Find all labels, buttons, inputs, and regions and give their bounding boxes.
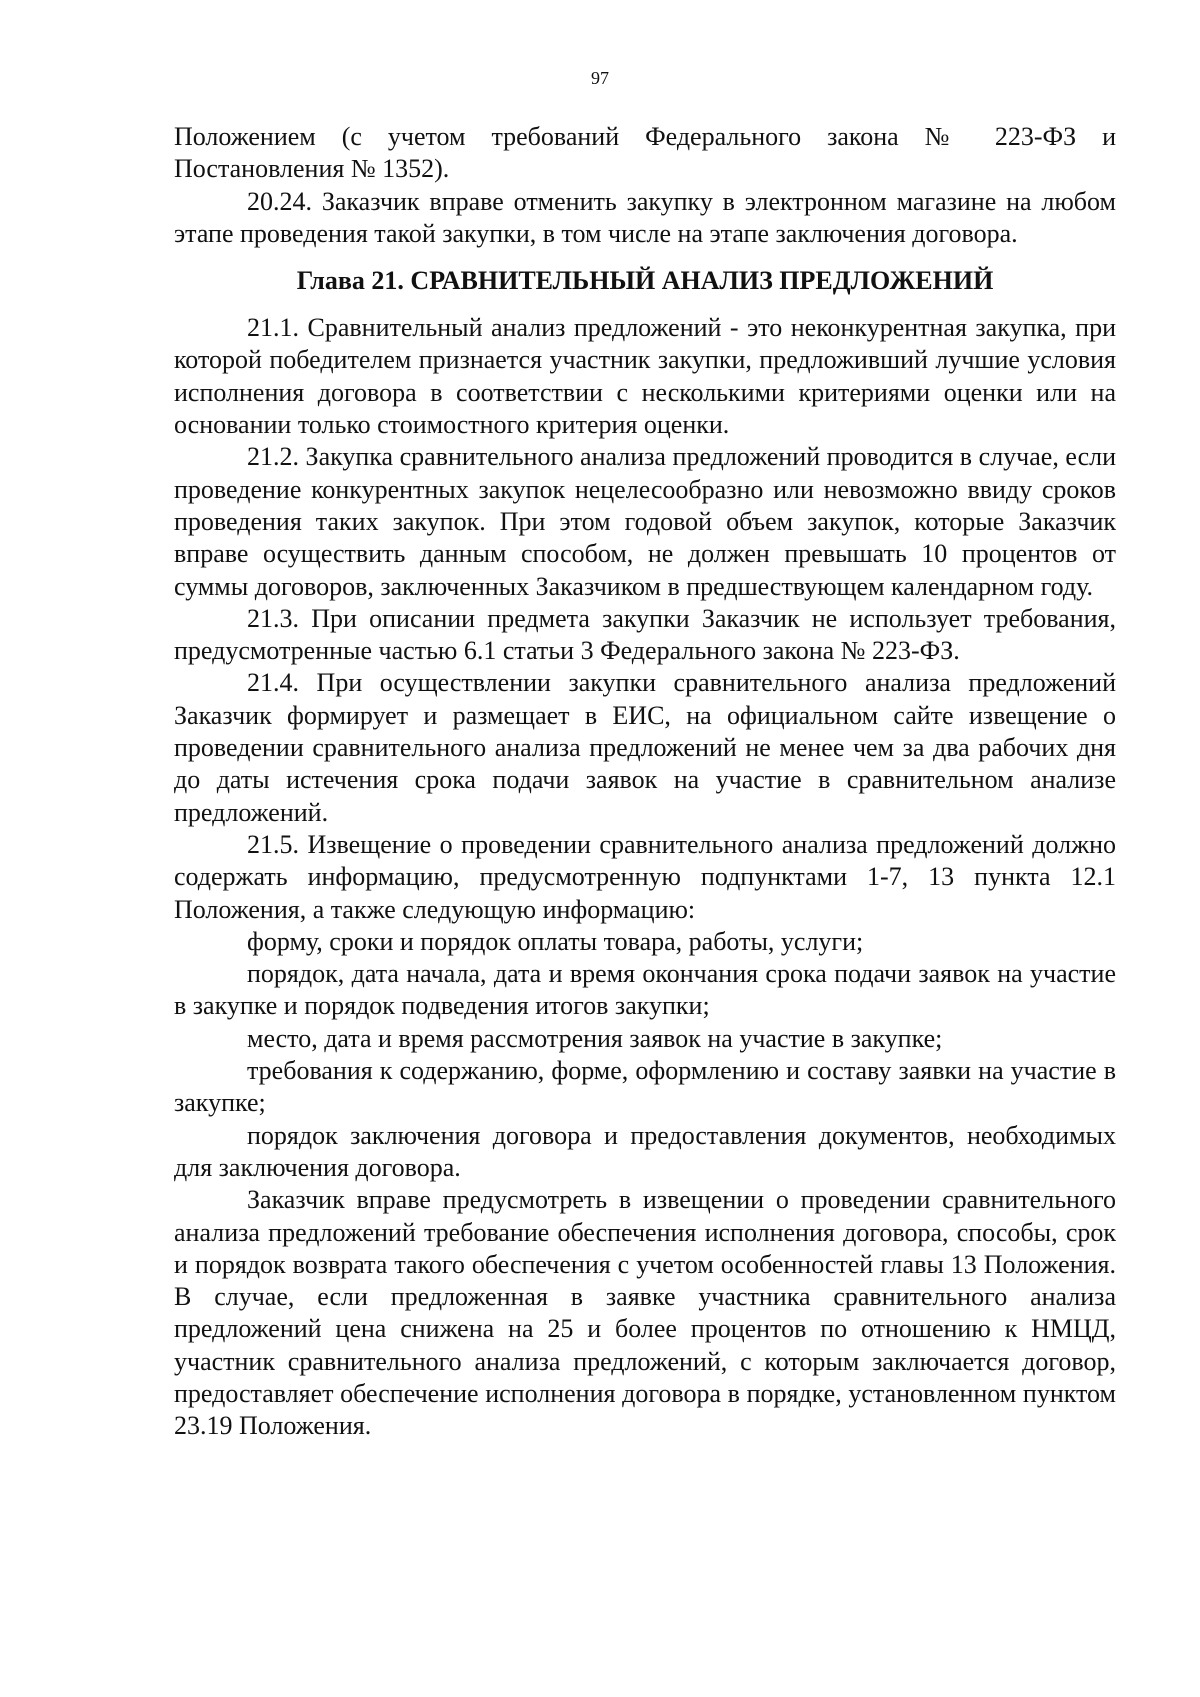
paragraph: 21.2. Закупка сравнительного анализа предложений проводится в случае, если проведение конкурентных закупок нецелесообразно или невозможно ввиду сроков проведения таких закупок. При этом годовой объем закупок, которые Заказчик вправе осуществить данным способом, не должен превышать 10 процентов от суммы договоров, заключенных Заказчиком в предшествующем календарном году. <box>174 442 1116 601</box>
paragraph: порядок, дата начала, дата и время окончания срока подачи заявок на участие в закупке и порядок подведения итогов закупки; <box>174 959 1116 1021</box>
section-after <box>174 312 1116 1442</box>
paragraph: требования к содержанию, форме, оформлению и составу заявки на участие в закупке; <box>174 1056 1116 1118</box>
page-number: 97 <box>591 68 609 88</box>
chapter-heading: Глава 21. СРАВНИТЕЛЬНЫЙ АНАЛИЗ ПРЕДЛОЖЕНИЙ <box>296 266 994 296</box>
paragraph: Заказчик вправе предусмотреть в извещении о проведении сравнительного анализа предложений требование обеспечения исполнения договора, способы, срок и порядок возврата такого обеспечения с учетом особенностей главы 13 Положения. В случае, если предложенная в заявке участника сравнительного анализа предложений цена снижена на 25 и более процентов по отношению к НМЦД, участник сравнительного анализа предложений, с которым заключается договор, предоставляет обеспечение исполнения договора в порядке, установленном пунктом 23.19 Положения. <box>174 1185 1116 1441</box>
paragraph: 21.4. При осуществлении закупки сравнительного анализа предложений Заказчик формирует и размещает в ЕИС, на официальном сайте извещение о проведении сравнительного анализа предложений не менее чем за два рабочих дня до даты истечения срока подачи заявок на участие в сравнительном анализе предложений. <box>174 668 1116 827</box>
paragraph: 21.5. Извещение о проведении сравнительного анализа предложений должно содержать информацию, предусмотренную подпунктами 1-7, 13 пункта 12.1 Положения, а также следующую информацию: <box>174 829 1116 924</box>
section-before <box>174 121 1116 250</box>
paragraph: форму, сроки и порядок оплаты товара, работы, услуги; <box>247 926 864 956</box>
paragraph: место, дата и время рассмотрения заявок на участие в закупке; <box>247 1023 943 1053</box>
document-body <box>174 121 1116 1443</box>
paragraph: порядок заключения договора и предоставления документов, необходимых для заключения договора. <box>174 1120 1116 1182</box>
paragraph: 20.24. Заказчик вправе отменить закупку в электронном магазине на любом этапе проведения такой закупки, в том числе на этапе заключения договора. <box>174 186 1116 248</box>
paragraph: Положением (с учетом требований Федерального закона № 223-ФЗ и Постановления № 1352). <box>174 122 1116 184</box>
paragraph: 21.1. Сравнительный анализ предложений - это неконкурентная закупка, при которой победителем признается участник закупки, предложивший лучшие условия исполнения договора в соответствии с несколькими критериями оценки или на основании только стоимостного критерия оценки. <box>174 313 1116 440</box>
paragraph: 21.3. При описании предмета закупки Заказчик не использует требования, предусмотренные частью 6.1 статьи 3 Федерального закона № 223-ФЗ. <box>174 603 1116 666</box>
